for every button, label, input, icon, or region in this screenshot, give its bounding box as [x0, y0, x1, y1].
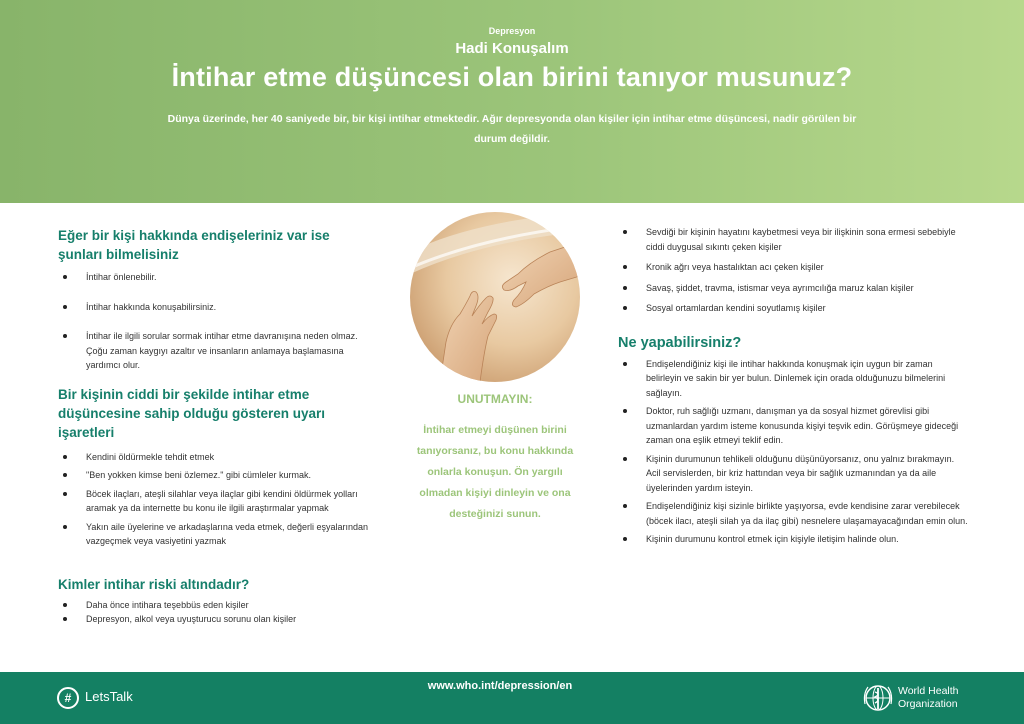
- right-column: [618, 225, 970, 547]
- list-item: Daha önce intihara teşebbüs eden kişiler: [58, 598, 388, 613]
- list-item: "Ben yokken kimse beni özlemez." gibi cümleler kurmak.: [58, 468, 388, 483]
- hands-reaching-illustration: [410, 212, 580, 382]
- header-banner: [0, 0, 1024, 203]
- left-column: [58, 226, 388, 627]
- concerns-list: [58, 270, 388, 373]
- warning-signs-list: [58, 450, 388, 549]
- list-item: Yakın aile üyelerine ve arkadaşlarına veda etmek, değerli eşyalarından vazgeçmek veya vasiyetini yazmak: [58, 520, 388, 549]
- who-emblem-icon: [862, 682, 894, 714]
- list-item: İntihar hakkında konuşabilirsiniz.: [58, 300, 388, 315]
- what-to-do-list: [618, 357, 970, 547]
- section-title-what-to-do: Ne yapabilirsiniz?: [618, 334, 742, 351]
- page-title: İntihar etme düşüncesi olan birini tanıyor musunuz?: [171, 62, 853, 92]
- footer-url-link[interactable]: www.who.int/depression/en: [427, 680, 573, 692]
- list-item: Doktor, ruh sağlığı uzmanı, danışman ya da sosyal hizmet görevlisi gibi uzmanlardan yardım isteme konusunda kişiyi teşvik edin. Görüşmeye gideceği zaman ona eşlik etmeyi teklif edin.: [618, 404, 970, 448]
- section-title-concerns: Eğer bir kişi hakkında endişeleriniz var ise şunları bilmelisiniz: [58, 228, 330, 262]
- list-item: Endişelendiğiniz kişi sizinle birlikte yaşıyorsa, evde kendisine zarar verebilecek (böcek ilacı, ateşli silah ya da ilaç gibi) nesnelere ulaşamayacağından emin olun.: [618, 499, 970, 528]
- section-title-at-risk: Kimler intihar riski altındadır?: [58, 576, 250, 592]
- section-title-warning-signs: Bir kişinin ciddi bir şekilde intihar etme düşüncesine sahip olduğu gösteren uyarı işaretleri: [58, 386, 326, 440]
- header-intro: Dünya üzerinde, her 40 saniyede bir, bir kişi intihar etmektedir. Ağır depresyonda olan kişiler için intihar etme düşüncesi, nadir görülen bir durum değildir.: [167, 113, 857, 145]
- who-logo-text: [898, 685, 959, 711]
- who-line-2: Organization: [898, 698, 958, 710]
- list-item: Sevdiği bir kişinin hayatını kaybetmesi veya bir ilişkinin sona ermesi sebebiyle ciddi duygusal sıkıntı çeken kişiler: [618, 225, 970, 254]
- list-item: Kendini öldürmekle tehdit etmek: [58, 450, 388, 465]
- list-item: Kişinin durumunu kontrol etmek için kişiyle iletişim halinde olun.: [618, 532, 970, 547]
- at-risk-list: [58, 598, 388, 627]
- hashtag-speech-bubble-icon: #: [57, 687, 79, 709]
- list-item: İntihar ile ilgili sorular sormak intihar etme davranışına neden olmaz. Çoğu zaman kaygıyı azaltır ve insanların anlamaya başlamasına yardımcı olur.: [58, 329, 388, 373]
- list-item: Endişelendiğiniz kişi ile intihar hakkında konuşmak için uygun bir zaman belirleyin ve sakin bir yer bulun. Dinlemek için orada olduğunuzu bilmelerini sağlayın.: [618, 357, 970, 401]
- who-line-1: World Health: [898, 685, 959, 697]
- footer-bar: [0, 672, 1024, 724]
- remember-box: [410, 392, 580, 525]
- list-item: Depresyon, alkol veya uyuşturucu sorunu olan kişiler: [58, 612, 388, 627]
- list-item: Savaş, şiddet, travma, istismar veya ayrımcılığa maruz kalan kişiler: [618, 281, 970, 296]
- letstalk-label: LetsTalk: [85, 689, 133, 704]
- header-kicker: Depresyon: [488, 26, 536, 36]
- header-subtitle: Hadi Konuşalım: [455, 40, 569, 57]
- remember-text: İntihar etmeyi düşünen birini tanıyorsanız, bu konu hakkında onlarla konuşun. Ön yargılı olmadan kişiyi dinleyin ve ona desteğinizi sunun.: [416, 424, 574, 520]
- list-item: Sosyal ortamlardan kendini soyutlamış kişiler: [618, 301, 970, 316]
- list-item: İntihar önlenebilir.: [58, 270, 388, 285]
- remember-title: UNUTMAYIN:: [457, 392, 533, 406]
- risk-groups-list: [618, 225, 970, 316]
- list-item: Kronik ağrı veya hastalıktan acı çeken kişiler: [618, 260, 970, 275]
- list-item: Böcek ilaçları, ateşli silahlar veya ilaçlar gibi kendini öldürmek yolları aramak ya da internette bu konu ile ilgili araştırmalar yapmak: [58, 487, 388, 516]
- list-item: Kişinin durumunun tehlikeli olduğunu düşünüyorsanız, onu yalnız bırakmayın. Acil servislerden, bir kriz hattından veya bir sağlık uzmanından ya da aile üyelerinden yardım isteyin.: [618, 452, 970, 496]
